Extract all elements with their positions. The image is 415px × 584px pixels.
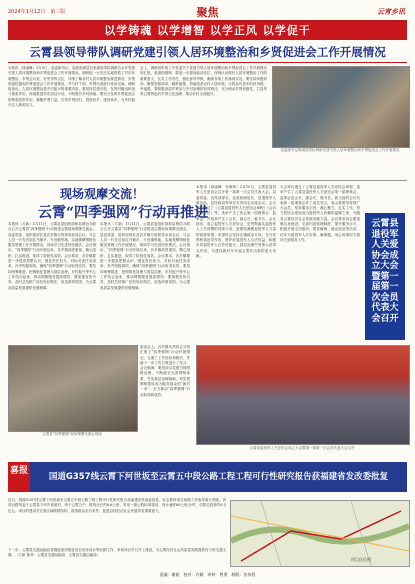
article3-body-col2: 大会审议通过了云霄县退役军人关爱协会章程，选举产生了云霄县退役军人关爱协会第一届理事会、监事会及会长、副会长、秘书长。新当选的会长代表新一届理事会作了表态发言，表示将团结带领广大会员，坚持服务宗旨，凝心聚力，扎实工作，努力把协会建设成为退役军人信赖的温暖之家，为服务云霄经济社会发展贡献力量。会议要求协会要加强自身建设，完善内部管理制度，提升服务水平，积极开展走访慰问、帮扶解困、就业创业等活动，切实为退役军人办实事、解难题，用心用情用力做好关爱服务工作。 xyxy=(280,185,360,242)
article2-photo xyxy=(8,345,138,432)
article2-body-col3: 座谈会上，各乡镇负责同志分别汇报了“四季强网”行动开展情况，交流了工作经验和做法，并就下一步工作打算进行了发言。会议强调，要坚持以党建引领网格治理，不断健全完善网格体系，夯实基层治理基础，切实把网格建设成为服务群众的“最后一米”，全力推动“四季强网”行动取得新成效。 xyxy=(140,345,190,397)
route-map-svg xyxy=(231,501,409,566)
lead-rule xyxy=(8,62,407,63)
lead-photo-caption: 县委副书记陈淑茹带队调研党建引领人居环境整治和乡贤促进会工作开展情况 xyxy=(280,148,400,152)
bottom-body2: 下一步，云霄县交通运输局将继续加快推进项目初步设计等前期工作，争取项目早日开工建设，为云霄经济社会高质量发展提供有力的交通支撑。（方新 陈菲：云霄县交通运输局 云霄县交通运输局） xyxy=(8,548,226,558)
slogan-banner: 以学铸魂 以学增智 以学正风 以学促干 xyxy=(8,22,407,40)
xibao-tag: 喜报 xyxy=(8,462,30,492)
section-title: 聚焦 xyxy=(196,6,219,19)
lead-photo xyxy=(272,66,410,148)
section-divider xyxy=(8,180,407,181)
issue-date: 2024年1月12日 第三版 xyxy=(8,9,66,15)
lead-body-col2: 会上，调研组听取了乡党委关于党建引领人居环境整治和乡贤促进会工作开展情况的汇报。张淑茹强调，要进一步提高政治站位，深刻认识做好人居环境整治工作的重要意义，压实工作责任，强化督导考核，确保各项工作落到实处。要坚持问题导向，聚焦短板弱项，精准施策，持续改善农村人居环境，让群众有更多的获得感、幸福感。要积极探索乡贤参与乡村治理的有效路径，充分调动乡贤积极性，打造具有云霄特色的乡贤文化品牌，推动乡村全面振兴。 xyxy=(140,66,267,97)
article2-photo-caption: 云霄县“四季强网”现场观摩交流会现场 xyxy=(42,432,102,436)
route-map xyxy=(230,500,410,567)
article3-photo xyxy=(196,345,410,445)
bottom-body: 近日，国道G357线云霄下河世坂至云霄五中段公路工程工程可行性研究报告获福建省发改委批复，标志着该项目前期工作取得重大突破。该项目路线起于云霄县下河乡世坂村，终于云霄五中，路线全长约8.6公里，采用一级公路标准建设，设计速度60公里/小时，估算总投资约6.5亿元。项目的建设对完善区域路网结构、改善群众出行条件、促进沿线经济社会发展具有重要意义。 xyxy=(8,498,226,513)
lead-headline: 云霄县领导带队调研党建引领人居环境整治和乡贤促进会工作开展情况 xyxy=(29,45,386,59)
article3-photo-caption: 云霄县退役军人关爱协会成立大会暨第一届第一次会员代表大会召开 xyxy=(249,446,355,450)
paper-name: 云宵乡讯 xyxy=(377,7,405,16)
lead-body-col1: 本报讯（林凌峰）1月9日，县委副书记、县政府副县长张淑茹带队调研吉水乡党建引领人居环境整治和乡贤促进会工作开展情况。调研组一行先后实地察看了村庄环境整治、乡贤会议室、村史馆等点位，详细了解各村人居环境整治推进情况、乡贤资源挖掘和乡贤促进会工作开展情况，并与村干部、乡贤代表进行座谈交流。调研组指出，人居环境整治是乡村振兴的重要内容，要坚持党建引领，发挥村级组织战斗堡垒作用，持续推进村庄清洁行动，不断提升乡村颜值。要充分发挥乡贤促进会的桥梁纽带作用，凝聚乡贤力量，引导乡贤回归、投资回乡、建设家乡，为乡村振兴注入新的活力。 xyxy=(8,66,135,108)
article2-body-col2: 本报讯（方新）1月11日，云霄县委组织部和县网信办联合召开云霄县“四季强网”行动推进会暨现场观摩交流会，县委常委、组织部部长及各乡镇分管领导参加会议。与会人员一行先后前往马铺乡、火田镇等地，实地观摩网格化服务管理工作开展情况，现场学习先进经验做法。会议指出，“四季强网”行动开展以来，各乡镇高度重视，精心组织，扎实推进，取得了阶段性成效。会议要求，各乡镇要进一步提高思想认识，强化责任担当，对标对表任务清单，补齐短板弱项，确保“四季强网”行动取得实效；要坚持统筹推进，把网格化管理与基层治理、乡村振兴等中心工作结合起来，推动网格服务提质增效；要加强宣传引导，及时总结推广好经验好做法，营造浓厚氛围，为云霄高质量发展提供坚强保障。 xyxy=(100,222,190,290)
article2-title1: 现场观摩交流！ xyxy=(60,187,145,201)
article3-body-col1: 本报讯（林凌峰 吴海炜）1月10日，云霄县退役军人关爱协会召开第一届第一次会员代表大会。县委常委、宣传部部长，县政府副县长，县退役军人事务局、县民政局等单位负责同志出席会议。会议审议通过了《云霄县退役军人关爱协会章程》《会员管理办法》等，选举产生了协会第一届理事会、监事会，并选举产生了会长、副会长、秘书长。会议指出，成立退役军人关爱协会，是贯彻落实退役军人工作部署的具体行动，是团结凝聚退役军人力量的重要举措。希望协会坚持正确政治方向，充分发挥桥梁纽带作用，维护好退役军人合法权益，积极引导退役军人在乡村振兴、基层治理中发挥示范带头作用，为建设新时代幸福云霄作出新的更大贡献。 xyxy=(196,185,276,258)
article2-title2: 云霄“四季强网”行动再推进 xyxy=(38,205,209,221)
article3-vertical-title-text: 云霄县退役军人关爱协会成立大会暨第一届第一次会员代表大会召开 xyxy=(371,219,399,324)
article3-vertical-title xyxy=(365,213,405,340)
article2-body-col1: 本报讯（方新）1月11日，云霄县委组织部和县网信办联合召开云霄县“四季强网”行动推进会暨现场观摩交流会，县委常委、组织部部长及各乡镇分管领导参加会议。与会人员一行先后前往马铺乡、火田镇等地，实地观摩网格化服务管理工作开展情况，现场学习先进经验做法。会议指出，“四季强网”行动开展以来，各乡镇高度重视，精心组织，扎实推进，取得了阶段性成效。会议要求，各乡镇要进一步提高思想认识，强化责任担当，对标对表任务清单，补齐短板弱项，确保“四季强网”行动取得实效；要坚持统筹推进，把网格化管理与基层治理、乡村振兴等中心工作结合起来，推动网格服务提质增效；要加强宣传引导，及时总结推广好经验好做法，营造浓厚氛围，为云霄高质量发展提供坚强保障。 xyxy=(8,222,96,290)
footer-credits: 责编：谢毅 校对：许颖 审核：曾勇 制版：张伟程 xyxy=(159,572,256,577)
bottom-headline: 国道G357线云霄下河世坂至云霄五中段公路工程工程可行性研究报告获福建省发改委批复 xyxy=(30,462,407,492)
map-label: 项目区位图 xyxy=(351,557,371,562)
